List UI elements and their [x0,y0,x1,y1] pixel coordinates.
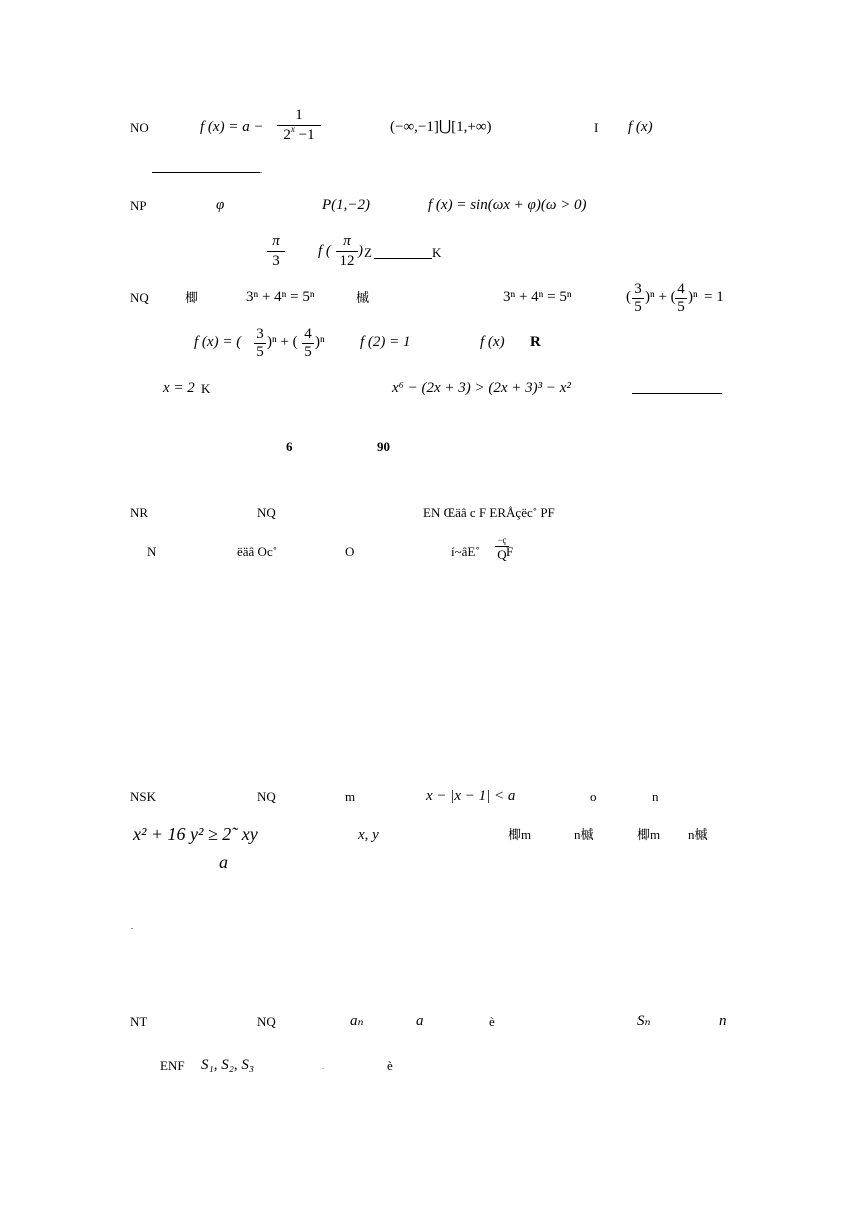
q11-fx: f (x) [628,119,653,135]
q18-number: NSK [130,789,157,804]
q13-glyph-2: 槭 [356,290,370,305]
q12-answer-blank [374,258,432,259]
q19-part-1: ENF [160,1058,185,1073]
q17-number: NR [130,505,149,520]
q13-f-frac-4-5: 4 5 [302,327,314,360]
q11-function-left: f (x) = a − [200,119,264,135]
q13-frac-3-5: 3 5 [632,282,644,315]
q17-codes: EN Œäâ c F ERÅçëc˚ PF [423,505,555,520]
q17-part-2-fraction: −ç Q [495,536,509,561]
q13-answer-blank [632,393,722,394]
q12-phi: φ [216,197,225,213]
q19-glyph-1: è [489,1014,495,1029]
q12-f-open: f ( [318,243,331,259]
q18-inequality-2: x² + 16 y² ≥ 2˜ xy [133,824,258,844]
q18-points: NQ [257,789,276,804]
q18-glyph-4: n槭 [688,827,708,842]
q19-n: n [719,1013,727,1029]
q13-inequality: x⁶ − (2x + 3) > (2x + 3)³ − x² [392,380,571,396]
q19-a: a [416,1013,424,1029]
q18-xy: x, y [358,827,379,843]
q11-answer-blank [152,172,260,173]
q18-m: m [345,789,356,804]
q13-paren-open: ( [626,289,631,305]
q13-glyph-1: 楖 [185,290,199,305]
q11-number: NO [130,120,149,135]
q18-n: n [652,789,659,804]
q12-pi-over-12: π 12 [336,234,358,269]
q13-paren-mid: )ⁿ + ( [645,289,676,305]
q12-end: K [432,245,442,260]
q17-part-1-code: ëäâ Oc˚ [237,544,278,559]
q12-point: P(1,−2) [322,197,371,213]
q13-x2: x = 2 [163,380,195,396]
q13-frac-4-5: 4 5 [675,282,687,315]
q18-glyph-2: n槭 [574,827,594,842]
q19-points: NQ [257,1014,276,1029]
q18-a: a [219,852,228,872]
q19-number: NT [130,1014,148,1029]
q13-equation-1: 3ⁿ + 4ⁿ = 5ⁿ [246,289,315,305]
q11-fraction-denominator: $2^x -1$ [283,124,315,143]
q11-mark: I [594,120,599,135]
q11-fraction [277,108,321,143]
speck [131,928,133,929]
section-count: 6 [286,439,293,454]
q17-part-2-code: í~âE˚ [451,544,480,559]
q17-points: NQ [257,505,276,520]
q13-number: NQ [130,290,149,305]
q18-glyph-3: 楖m [637,827,661,842]
q13-eq-tail: = 1 [704,289,724,305]
q19-S-n: Sₙ [637,1013,651,1029]
q11-interval: (−∞,−1]⋃[1,+∞) [390,119,492,135]
q17-part-2-end: F [506,544,514,559]
q13-x2-end: K [201,381,211,396]
q18-o: o [590,789,597,804]
q19-dot: . [322,1061,325,1071]
q12-pi-over-3: π 3 [267,234,285,269]
q19-S-list: S₁, S₂, S₃ [201,1057,255,1073]
q18-glyph-1: 楖m [508,827,532,842]
q17-part-2: O [345,544,355,559]
q19-glyph-2: è [387,1058,393,1073]
q11-fraction-numerator: 1 [295,107,303,123]
speck [260,172,262,173]
q12-garble: Z [364,245,372,260]
q13-f-def-mid: )ⁿ + ( [267,334,298,350]
q13-fx: f (x) [480,334,505,350]
q13-f2: f (2) = 1 [360,334,411,350]
section-score: 90 [377,439,390,454]
q18-inequality: x − |x − 1| < a [426,788,516,804]
q13-R: R [530,334,541,350]
q12-number: NP [130,198,147,213]
q13-equation-2: 3ⁿ + 4ⁿ = 5ⁿ [503,289,572,305]
q19-a-n: aₙ [350,1013,364,1029]
q13-f-def-end: )ⁿ [315,334,325,350]
q13-paren-close: )ⁿ [688,289,698,305]
q12-function: f (x) = sin(ωx + φ)(ω > 0) [428,197,587,213]
q12-f-close: ) [358,243,363,259]
q13-f-frac-3-5: 3 5 [254,327,266,360]
q13-f-def: f (x) = ( [194,334,242,350]
q17-part-1: N [147,544,157,559]
